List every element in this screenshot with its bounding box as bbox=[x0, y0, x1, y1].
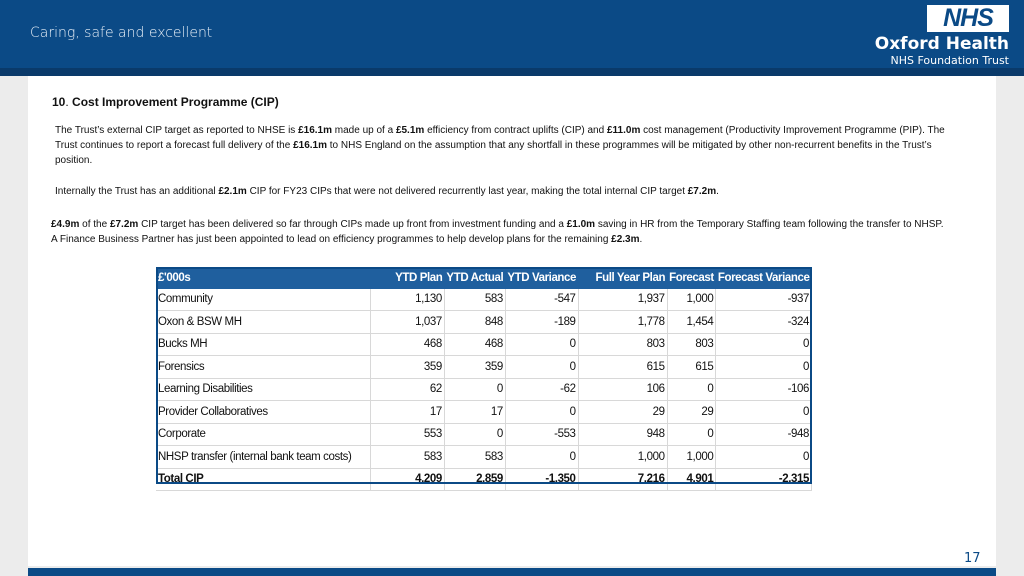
header-bar bbox=[0, 0, 1024, 68]
table-cell: 2,859 bbox=[444, 468, 505, 491]
bold-figure: £2.3m bbox=[611, 234, 640, 245]
table-cell: 359 bbox=[444, 356, 505, 379]
tagline: Caring, safe and excellent bbox=[30, 25, 213, 41]
text-run: efficiency from contract uplifts (CIP) and bbox=[424, 125, 607, 136]
table-row bbox=[156, 311, 812, 334]
table-cell: 948 bbox=[578, 423, 667, 446]
table-cell: 0 bbox=[716, 401, 812, 424]
table-cell: 1,937 bbox=[578, 289, 667, 311]
table-cell: 1,000 bbox=[578, 446, 667, 469]
table-cell: 0 bbox=[716, 333, 812, 356]
table-cell: 0 bbox=[505, 333, 578, 356]
cip-table bbox=[156, 267, 812, 491]
bold-figure: £2.1m bbox=[218, 186, 247, 197]
text-run: CIP target has been delivered so far through CIPs made up front from investment funding and a bbox=[138, 219, 567, 230]
bold-figure: £1.0m bbox=[566, 219, 596, 230]
text-run: CIP for FY23 CIPs that were not delivered recurrently last year, making the total internal CIP target bbox=[246, 186, 688, 197]
table-cell: 1,778 bbox=[578, 311, 667, 334]
table-cell: 0 bbox=[716, 356, 812, 379]
row-label: NHSP transfer (internal bank team costs) bbox=[156, 446, 371, 469]
table-cell: 1,000 bbox=[667, 446, 716, 469]
row-label: Forensics bbox=[156, 356, 371, 379]
table-cell: 615 bbox=[578, 356, 667, 379]
bold-figure: £16.1m bbox=[298, 125, 332, 136]
bold-figure: £7.2m bbox=[109, 219, 139, 230]
table-cell: 106 bbox=[578, 378, 667, 401]
table-total-row bbox=[156, 468, 812, 491]
table-cell: 17 bbox=[371, 401, 445, 424]
table-cell: 0 bbox=[667, 378, 716, 401]
table-cell: 0 bbox=[444, 378, 505, 401]
section-number: 10 bbox=[52, 95, 66, 109]
table-row bbox=[156, 401, 812, 424]
row-label: Community bbox=[156, 289, 371, 311]
column-header: Full Year Plan bbox=[578, 267, 667, 289]
table-cell: 0 bbox=[716, 446, 812, 469]
table-cell: 615 bbox=[667, 356, 716, 379]
row-label: Total CIP bbox=[156, 468, 371, 491]
bold-figure: £16.1m bbox=[293, 140, 327, 151]
table-cell: -324 bbox=[716, 311, 812, 334]
slide-content bbox=[28, 76, 996, 566]
table-cell: 0 bbox=[667, 423, 716, 446]
table-cell: 0 bbox=[505, 446, 578, 469]
row-label: Corporate bbox=[156, 423, 371, 446]
table-cell: 1,454 bbox=[667, 311, 716, 334]
table-cell: -62 bbox=[505, 378, 578, 401]
table-row bbox=[156, 289, 812, 311]
page-number: 17 bbox=[964, 551, 981, 566]
table-cell: -547 bbox=[505, 289, 578, 311]
text-run: . bbox=[716, 186, 719, 197]
table-cell: -189 bbox=[505, 311, 578, 334]
table-cell: 1,037 bbox=[371, 311, 445, 334]
table-cell: 583 bbox=[444, 289, 505, 311]
bold-figure: £5.1m bbox=[395, 125, 425, 136]
table-row bbox=[156, 446, 812, 469]
column-header: Forecast bbox=[667, 267, 716, 289]
table-cell: 29 bbox=[667, 401, 716, 424]
org-name: Oxford Health bbox=[874, 34, 1009, 54]
text-run: of the bbox=[79, 219, 110, 230]
table-cell: 7,216 bbox=[578, 468, 667, 491]
paragraph-external-cip bbox=[55, 123, 955, 168]
table-cell: -553 bbox=[505, 423, 578, 446]
column-header: YTD Variance bbox=[505, 267, 578, 289]
table-cell: 803 bbox=[667, 333, 716, 356]
table-cell: 359 bbox=[371, 356, 445, 379]
table-cell: 4,901 bbox=[667, 468, 716, 491]
text-run: made up of a bbox=[332, 125, 396, 136]
row-label: Provider Collaboratives bbox=[156, 401, 371, 424]
table-header-row bbox=[156, 267, 812, 289]
text-run: cost management (Productivity Improvement Programme (PIP). The Trust continues to report a forecast full delivery of the bbox=[55, 125, 945, 151]
bold-figure: £4.9m bbox=[51, 219, 80, 230]
column-header: £'000s bbox=[156, 267, 371, 289]
column-header: YTD Plan bbox=[371, 267, 445, 289]
table-cell: -937 bbox=[716, 289, 812, 311]
column-header: Forecast Variance bbox=[716, 267, 812, 289]
table-row bbox=[156, 356, 812, 379]
table-cell: 62 bbox=[371, 378, 445, 401]
table-cell: 583 bbox=[371, 446, 445, 469]
nhs-logo-text: NHS bbox=[943, 4, 993, 32]
text-run: to NHS England on the assumption that any shortfall in these programmes will be mitigated by other non-recurrent benefits in the Trust’s position. bbox=[55, 140, 932, 166]
section-title: 10. Cost Improvement Programme (CIP) bbox=[52, 95, 279, 109]
nhs-logo bbox=[927, 5, 1009, 32]
table-body bbox=[156, 289, 812, 491]
table-cell: 1,000 bbox=[667, 289, 716, 311]
table-cell: -2,315 bbox=[716, 468, 812, 491]
table-row bbox=[156, 378, 812, 401]
table-cell: 553 bbox=[371, 423, 445, 446]
row-label: Oxon & BSW MH bbox=[156, 311, 371, 334]
bold-figure: £7.2m bbox=[687, 186, 717, 197]
table-cell: 29 bbox=[578, 401, 667, 424]
table-cell: 468 bbox=[444, 333, 505, 356]
table-cell: 17 bbox=[444, 401, 505, 424]
table-cell: 1,130 bbox=[371, 289, 445, 311]
table-row bbox=[156, 423, 812, 446]
footer-bar bbox=[28, 568, 996, 576]
header-divider bbox=[0, 68, 1024, 76]
table-cell: 0 bbox=[444, 423, 505, 446]
org-subtitle: NHS Foundation Trust bbox=[890, 54, 1009, 67]
table-cell: -1,350 bbox=[505, 468, 578, 491]
text-run: . bbox=[639, 234, 643, 245]
table-cell: -948 bbox=[716, 423, 812, 446]
section-title-text: Cost Improvement Programme (CIP) bbox=[72, 95, 279, 109]
table-cell: 848 bbox=[444, 311, 505, 334]
table-cell: 0 bbox=[505, 401, 578, 424]
table-cell: 468 bbox=[371, 333, 445, 356]
row-label: Learning Disabilities bbox=[156, 378, 371, 401]
table-cell: -106 bbox=[716, 378, 812, 401]
bold-figure: £11.0m bbox=[606, 125, 641, 136]
text-run: Internally the Trust has an additional bbox=[55, 186, 219, 197]
paragraph-internal-cip bbox=[55, 184, 955, 199]
table-row bbox=[156, 333, 812, 356]
paragraph-delivery bbox=[51, 217, 951, 247]
table-cell: 4,209 bbox=[371, 468, 445, 491]
table-cell: 583 bbox=[444, 446, 505, 469]
row-label: Bucks MH bbox=[156, 333, 371, 356]
table-cell: 0 bbox=[505, 356, 578, 379]
text-run: saving in HR from the Temporary Staffing team following the transfer to NHSP. A Finance Business Partner has just been appointed to lead on efficiency programmes to help develop plans for the remaining bbox=[51, 219, 944, 245]
column-header: YTD Actual bbox=[444, 267, 505, 289]
text-run: The Trust’s external CIP target as reported to NHSE is bbox=[55, 125, 299, 136]
table-cell: 803 bbox=[578, 333, 667, 356]
